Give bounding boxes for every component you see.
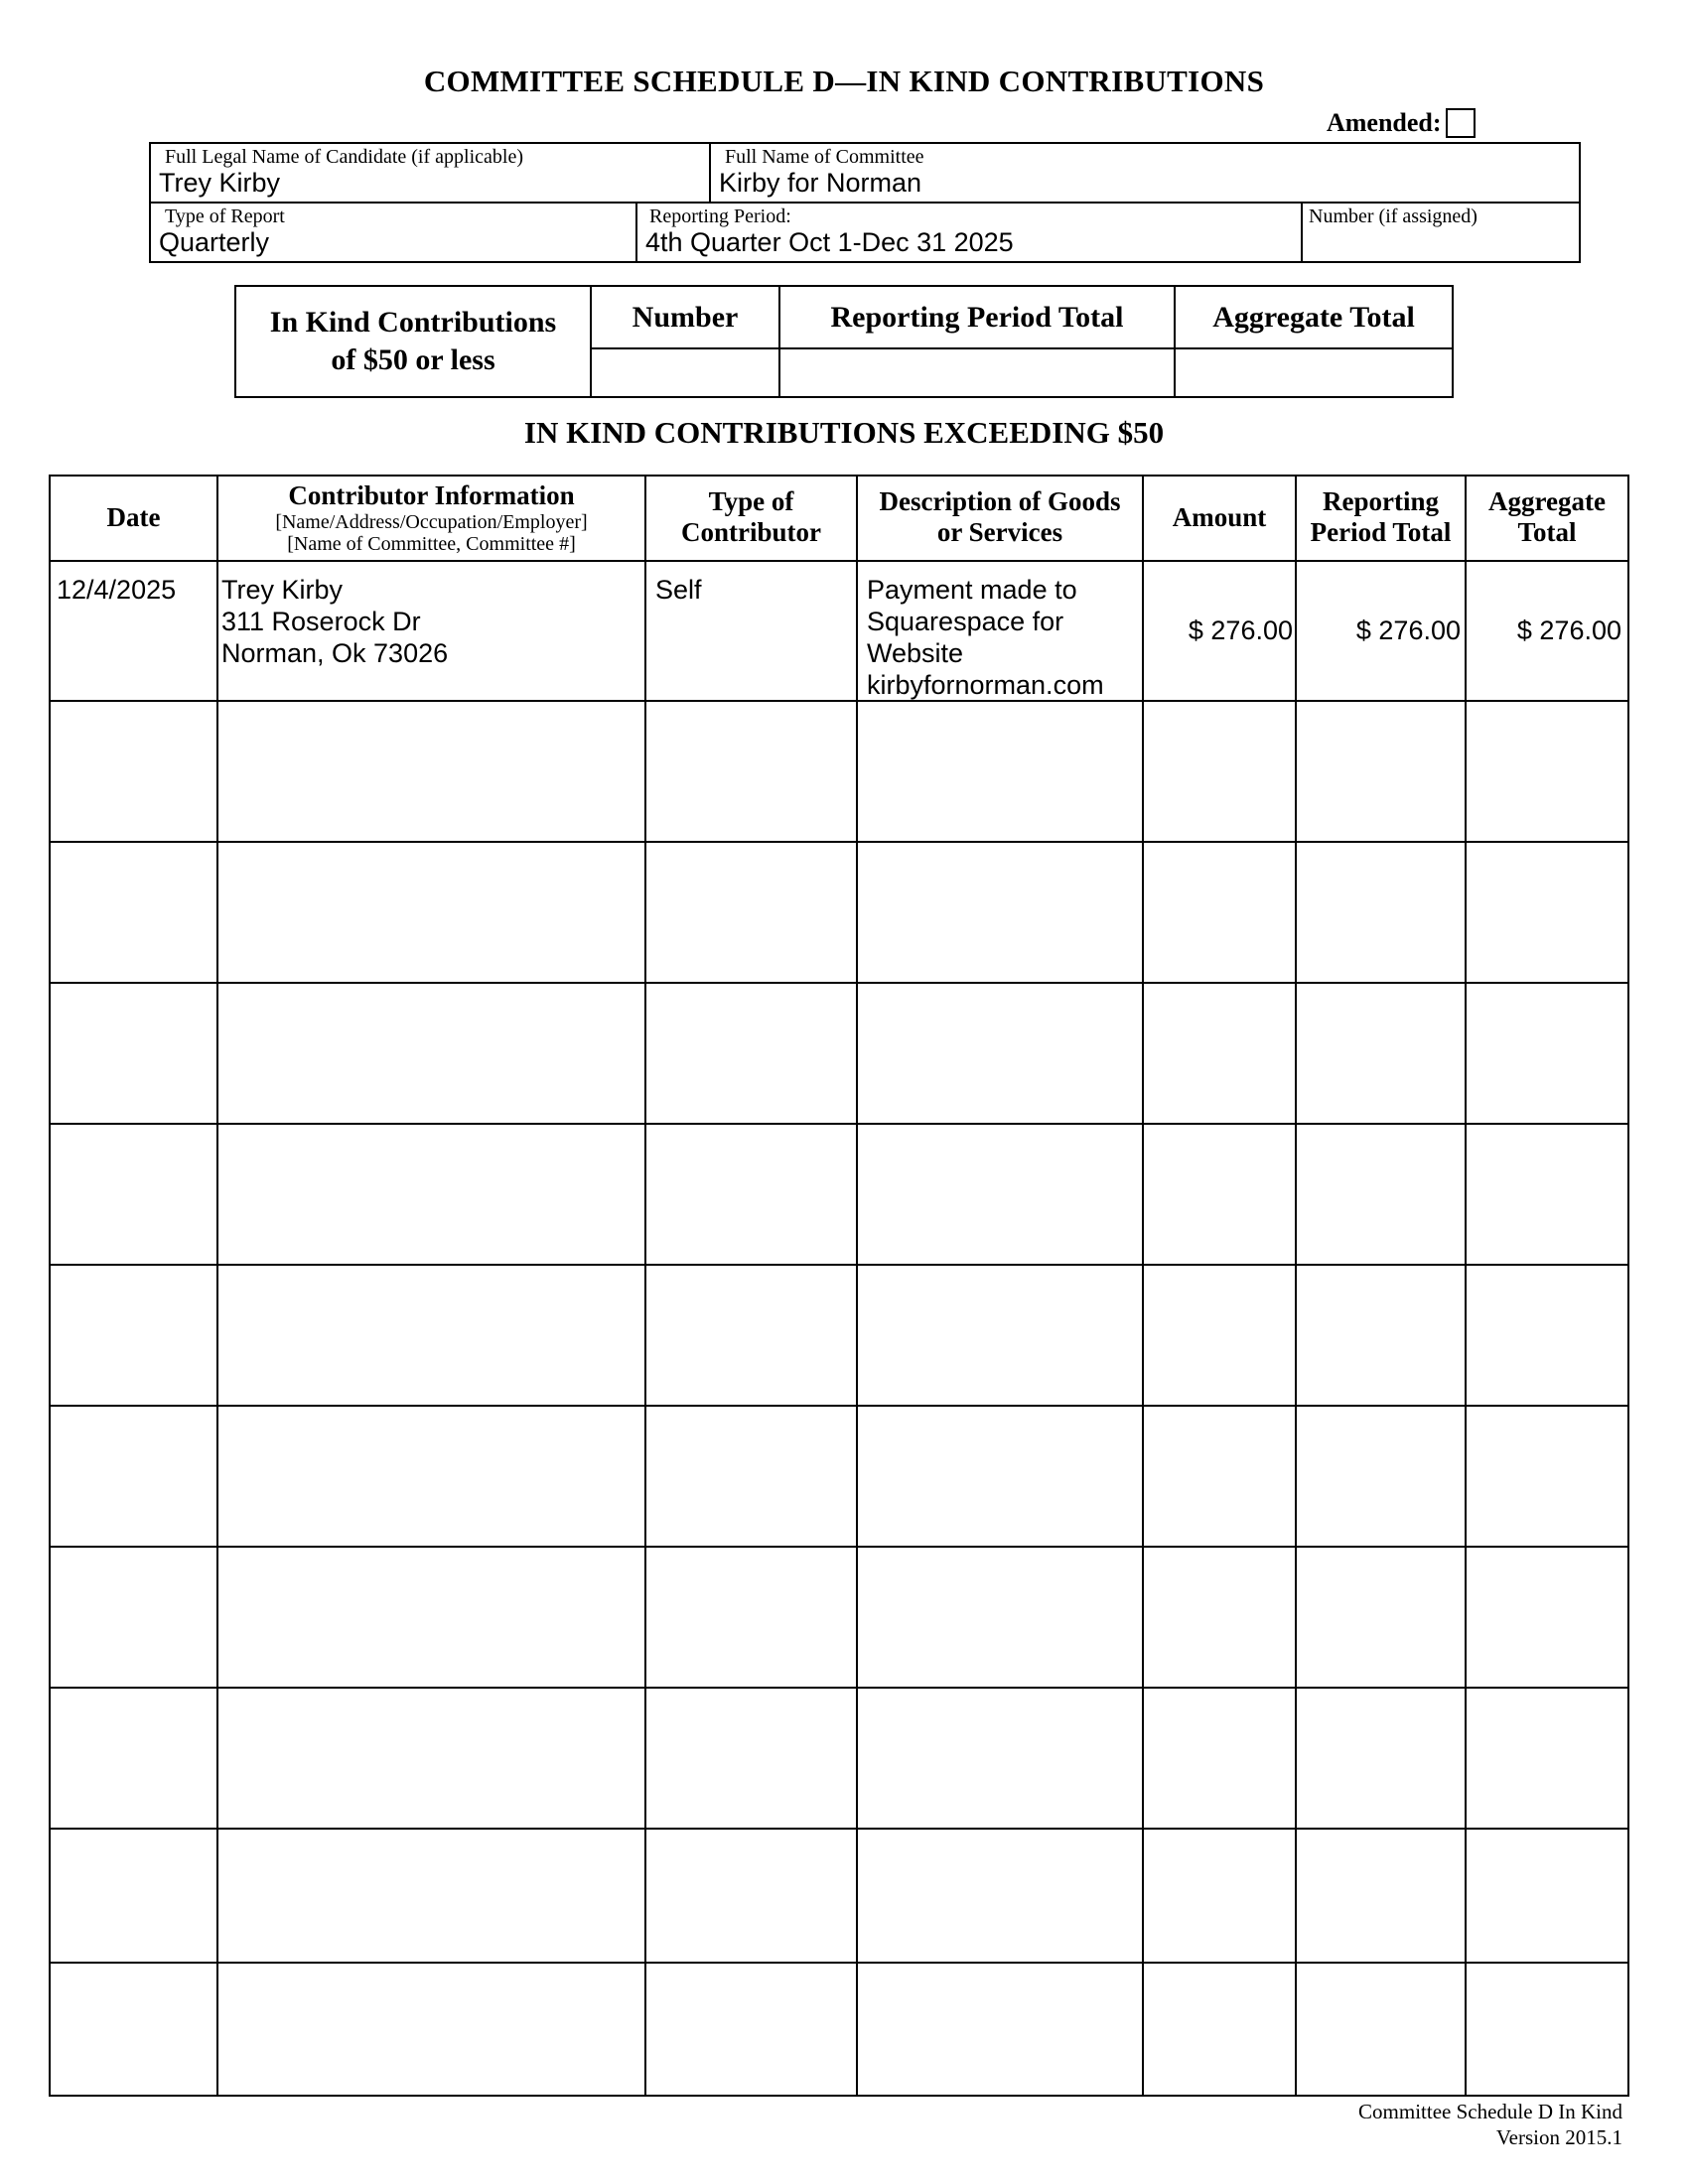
- summary-number-header: Number: [592, 287, 778, 349]
- table-row-line: [49, 1405, 1629, 1407]
- summary-period-total-col: [780, 287, 1176, 396]
- table-row-line: [49, 1828, 1629, 1830]
- report-type-field[interactable]: [151, 204, 637, 261]
- table-border-right: [1627, 475, 1629, 2097]
- col-header-aggregate-total-line2: Total: [1517, 517, 1577, 547]
- table-header-divider: [49, 560, 1629, 562]
- row1-description-line2: Squarespace for: [867, 607, 1064, 636]
- row1-contributor[interactable]: [221, 574, 448, 669]
- reporting-period-field[interactable]: [637, 204, 1303, 261]
- col-header-aggregate-total-line1: Aggregate: [1488, 486, 1606, 516]
- table-border-bottom: [49, 2095, 1629, 2097]
- row1-contributor-city: Norman, Ok 73026: [221, 638, 449, 668]
- col-header-period-total-line1: Reporting: [1322, 486, 1439, 516]
- footer-version: Version 2015.1: [1495, 2125, 1622, 2149]
- candidate-name-field[interactable]: [151, 144, 711, 202]
- table-row-line: [49, 1962, 1629, 1964]
- committee-name-value: Kirby for Norman: [719, 168, 922, 198]
- amended-label: Amended:: [1327, 108, 1442, 137]
- candidate-name-value: Trey Kirby: [159, 168, 281, 198]
- table-divider-date: [216, 475, 218, 2097]
- number-assigned-label: Number (if assigned): [1309, 205, 1477, 227]
- table-row-line: [49, 1123, 1629, 1125]
- col-header-contributor: [218, 475, 644, 560]
- row1-contributor-address: 311 Roserock Dr: [221, 607, 421, 636]
- table-divider-type: [856, 475, 858, 2097]
- summary-label-line2: of $50 or less: [331, 343, 495, 376]
- col-header-description-line2: or Services: [936, 517, 1063, 547]
- summary-number-col: [592, 287, 780, 396]
- col-header-contributor-sub1: [Name/Address/Occupation/Employer]: [275, 510, 588, 533]
- table-divider-period: [1465, 475, 1467, 2097]
- footer-form-name: Committee Schedule D In Kind: [1358, 2100, 1622, 2123]
- committee-name-field[interactable]: [711, 144, 1579, 202]
- row1-description[interactable]: [867, 574, 1104, 701]
- table-row-line: [49, 1546, 1629, 1548]
- row1-aggregate-total[interactable]: $ 276.00: [1516, 615, 1621, 645]
- col-header-aggregate-total: [1467, 475, 1627, 560]
- row1-description-line1: Payment made to: [867, 575, 1077, 605]
- table-row-line: [49, 841, 1629, 843]
- summary-aggregate-total-col: [1176, 287, 1452, 396]
- report-type-label: Type of Report: [165, 205, 285, 227]
- summary-table: [234, 285, 1454, 398]
- col-header-description: [858, 475, 1142, 560]
- form-footer: [1358, 2099, 1622, 2150]
- table-divider-contributor: [644, 475, 646, 2097]
- table-row-line: [49, 1687, 1629, 1689]
- table-row-line: [49, 982, 1629, 984]
- header-row-report: [149, 202, 1581, 263]
- row1-amount[interactable]: $ 276.00: [1188, 615, 1293, 645]
- table-row-line: [49, 700, 1629, 702]
- form-title: COMMITTEE SCHEDULE D—IN KIND CONTRIBUTIONS: [423, 64, 1265, 98]
- candidate-name-label: Full Legal Name of Candidate (if applicable): [165, 146, 523, 168]
- amended-checkbox[interactable]: [1446, 108, 1476, 138]
- col-header-amount: Amount: [1172, 501, 1267, 532]
- row1-period-total[interactable]: $ 276.00: [1355, 615, 1461, 645]
- amended-field: [1327, 107, 1476, 139]
- reporting-period-value: 4th Quarter Oct 1-Dec 31 2025: [645, 227, 1014, 257]
- row1-description-line3: Website: [867, 638, 964, 668]
- col-header-description-line1: Description of Goods: [879, 486, 1121, 516]
- col-header-type: [646, 475, 856, 560]
- table-divider-description: [1142, 475, 1144, 2097]
- reporting-period-label: Reporting Period:: [649, 205, 791, 227]
- row1-date[interactable]: 12/4/2025: [57, 575, 177, 605]
- row1-description-line4: kirbyfornorman.com: [867, 670, 1104, 700]
- summary-period-total-header: Reporting Period Total: [780, 287, 1174, 349]
- col-header-type-line2: Contributor: [681, 517, 821, 547]
- contributions-table: [49, 475, 1629, 2097]
- col-header-type-line1: Type of: [708, 486, 794, 516]
- col-header-date: Date: [106, 501, 161, 532]
- table-border-left: [49, 475, 51, 2097]
- committee-name-label: Full Name of Committee: [725, 146, 924, 168]
- row1-type[interactable]: Self: [655, 575, 702, 605]
- section-heading: IN KIND CONTRIBUTIONS EXCEEDING $50: [523, 415, 1165, 450]
- number-assigned-field[interactable]: [1303, 204, 1579, 261]
- report-type-value: Quarterly: [159, 227, 270, 257]
- table-row-line: [49, 1264, 1629, 1266]
- table-divider-amount: [1295, 475, 1297, 2097]
- col-header-period-total-line2: Period Total: [1310, 517, 1452, 547]
- summary-label: [236, 287, 592, 396]
- col-header-contributor-sub2: [Name of Committee, Committee #]: [287, 532, 576, 555]
- col-header-contributor-title: Contributor Information: [288, 479, 575, 510]
- col-header-period-total: [1297, 475, 1465, 560]
- header-row-names: [149, 142, 1581, 204]
- row1-contributor-name: Trey Kirby: [221, 575, 344, 605]
- summary-label-line1: In Kind Contributions: [269, 306, 557, 339]
- summary-aggregate-total-header: Aggregate Total: [1176, 287, 1452, 349]
